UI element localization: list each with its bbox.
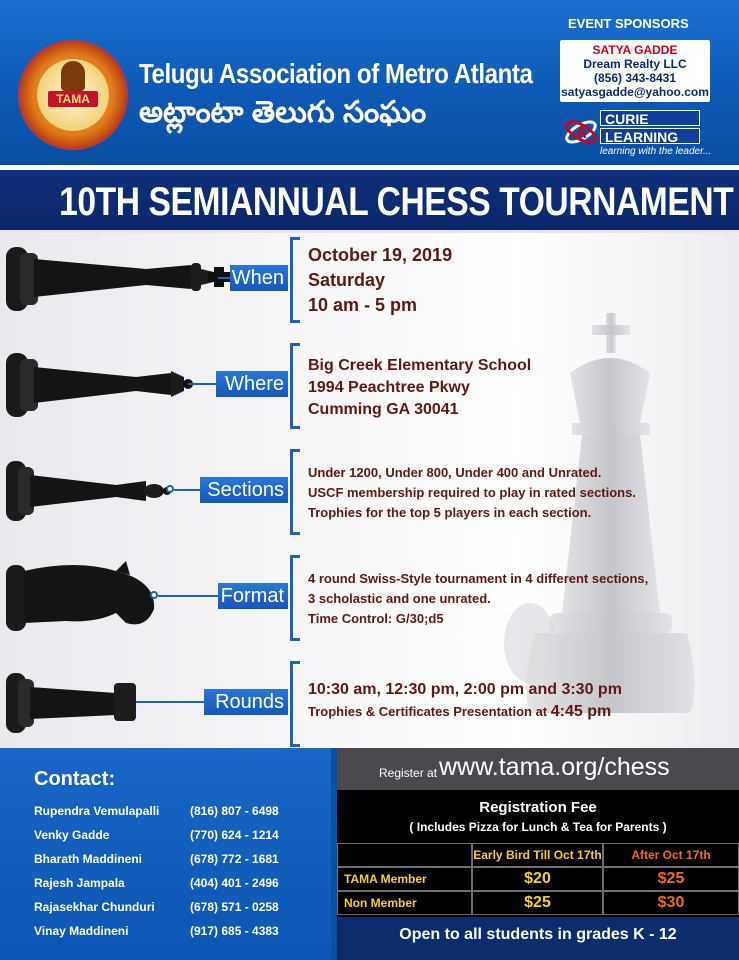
fee-early: $25	[472, 891, 603, 915]
fee-subtitle: ( Includes Pizza for Lunch & Tea for Parents )	[409, 820, 667, 834]
bracket	[290, 343, 300, 429]
info-sections: Under 1200, Under 800, Under 400 and Unrated. USCF membership required to play in rated sections. Trophies for the top 5 players in each section.	[308, 465, 636, 520]
queen-piece-icon	[6, 345, 206, 425]
registration-fee-panel	[337, 790, 739, 917]
header	[0, 0, 739, 165]
row-when	[0, 233, 739, 323]
fee-header-early: Early Bird Till Oct 17th	[472, 843, 603, 867]
svg-text:A: A	[575, 125, 587, 142]
info-rounds	[308, 679, 622, 723]
eligibility-banner: Open to all students in grades K - 12	[337, 917, 739, 960]
curie-line2: LEARNING	[600, 128, 700, 144]
fee-early: $20	[472, 867, 603, 891]
event-details	[0, 233, 739, 748]
bracket	[290, 555, 300, 641]
fee-after: $30	[603, 891, 739, 915]
row-sections	[0, 445, 739, 535]
sponsors-title: EVENT SPONSORS	[568, 16, 689, 31]
leader-line	[174, 489, 200, 491]
curie-learning-logo	[560, 108, 715, 160]
sponsor-email: satyasgadde@yahoo.com	[561, 85, 709, 99]
fee-label: TAMA Member	[337, 867, 472, 891]
contact-panel: Contact: Rupendra Vemulapalli (816) 807 - 6498 Venky Gadde (770) 624 - 1214 Bharath Maddineni (678) 772 - 1681 Rajesh Jampala (404) 401 - 2496 Rajasekhar Chunduri (678) 571 - 0258 Vinay Maddineni (917) 685 - 4383	[0, 748, 331, 960]
label-format: Format	[218, 583, 288, 609]
label-rounds: Rounds	[204, 689, 288, 715]
curie-tagline: learning with the leader...	[600, 146, 712, 157]
register-url-link[interactable]: www.tama.org/chess	[439, 753, 670, 781]
atom-icon	[562, 110, 600, 154]
rook-piece-icon	[6, 663, 156, 743]
org-name: Telugu Association of Metro Atlanta	[139, 58, 533, 89]
curie-line1: CURIE	[600, 110, 700, 126]
info-format: 4 round Swiss-Style tournament in 4 different sections, 3 scholastic and one unrated. Time Control: G/30;d5	[308, 571, 649, 626]
fee-header-empty	[337, 843, 472, 867]
bracket	[290, 237, 300, 323]
leader-dot	[166, 485, 174, 493]
row-where	[0, 339, 739, 429]
logo-text: TAMA	[48, 91, 98, 107]
label-when: When	[230, 265, 288, 291]
label-sections: Sections	[200, 477, 288, 503]
logo-figure-icon	[61, 61, 85, 91]
sponsor-card	[560, 40, 710, 102]
sponsor-name: SATYA GADDE	[592, 43, 678, 57]
bishop-piece-icon	[6, 451, 176, 531]
bracket	[290, 661, 300, 747]
leader-line	[218, 277, 230, 279]
rounds-times: 10:30 am, 12:30 pm, 2:00 pm and 3:30 pm	[308, 681, 622, 698]
register-bar	[337, 748, 739, 790]
row-rounds	[0, 657, 739, 747]
leader-dot	[150, 591, 158, 599]
fee-row-nonmember	[337, 891, 739, 915]
contact-title: Contact:	[34, 768, 116, 790]
label-where: Where	[216, 371, 288, 397]
fee-after: $25	[603, 867, 739, 891]
leader-line	[158, 595, 218, 597]
title-bar	[0, 165, 739, 233]
fee-header-row	[337, 843, 739, 867]
sponsor-phone: (856) 343-8431	[593, 71, 677, 85]
register-prefix: Register at	[379, 766, 438, 780]
fee-row-member	[337, 867, 739, 891]
row-format	[0, 551, 739, 641]
tama-logo	[18, 40, 128, 150]
info-when: October 19, 2019 Saturday 10 am - 5 pm	[308, 245, 453, 315]
tournament-title: 10TH SEMIANNUAL CHESS TOURNAMENT	[59, 180, 734, 224]
org-name-telugu: అట్లాంటా తెలుగు సంఘం	[139, 96, 427, 129]
info-where: Big Creek Elementary School 1994 Peachtree Pkwy Cumming GA 30041	[308, 357, 532, 418]
sponsor-company: Dream Realty LLC	[583, 57, 687, 71]
fee-header-after: After Oct 17th	[603, 843, 739, 867]
fee-title: Registration Fee	[479, 799, 597, 816]
presentation-line: Trophies & Certificates Presentation at 4:45 pm	[308, 703, 612, 720]
leader-line	[188, 383, 216, 385]
fee-label: Non Member	[337, 891, 472, 915]
bracket	[290, 449, 300, 535]
leader-line	[136, 701, 204, 703]
